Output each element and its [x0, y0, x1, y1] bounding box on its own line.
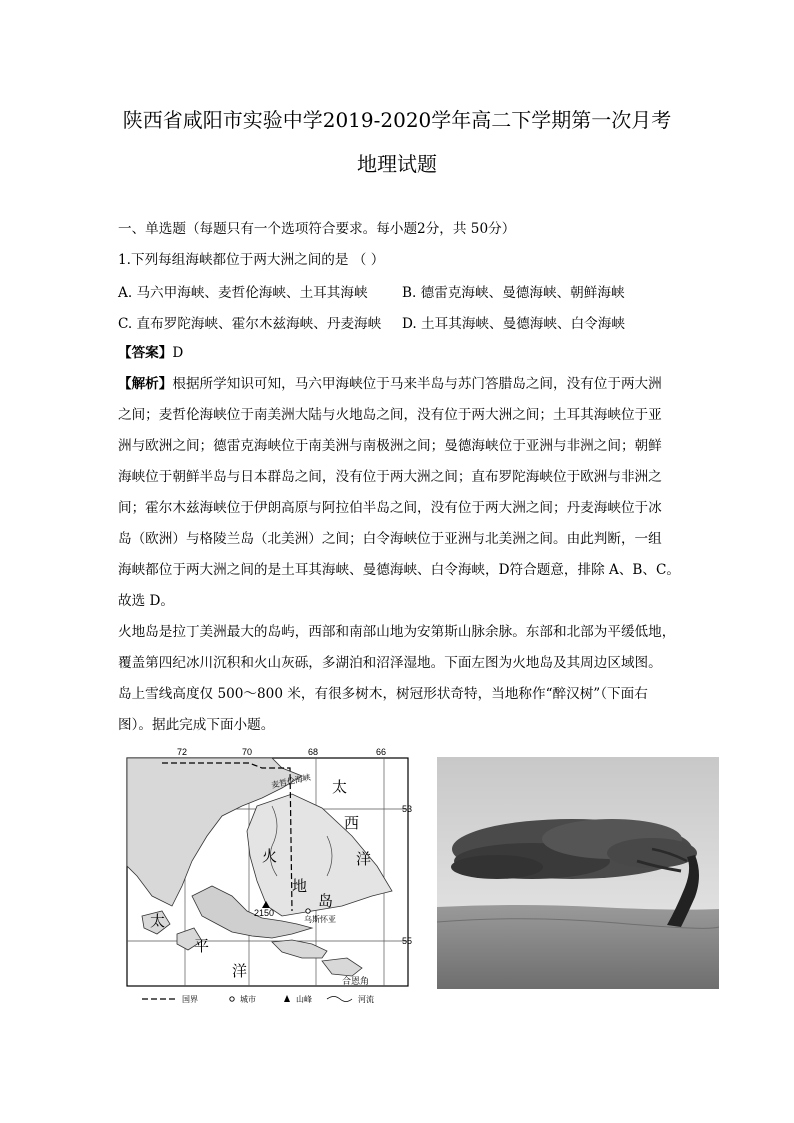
- analysis-line-3: 洲与欧洲之间；德雷克海峡位于南美洲与南极洲之间；曼德海峡位于亚洲与非洲之间；朝鲜: [118, 438, 662, 454]
- analysis-line-2: 之间；麦哲伦海峡位于南美洲大陆与火地岛之间，没有位于两大洲之间；土耳其海峡位于亚: [118, 407, 662, 423]
- tierra-del-fuego-map: [122, 746, 416, 1006]
- option-a: A. 马六甲海峡、麦哲伦海峡、土耳其海峡: [118, 285, 368, 301]
- ocean-bottom-char-1: 太: [150, 912, 166, 930]
- lon-70: 70: [242, 747, 253, 757]
- island-char-3: 岛: [318, 892, 334, 910]
- ocean-bottom-char-2: 平: [194, 937, 210, 955]
- passage-line-2: 覆盖第四纪冰川沉积和火山灰砾，多湖泊和沼泽湿地。下面左图为火地岛及其周边区域图。: [118, 655, 662, 671]
- legend-city: 城市: [240, 995, 256, 1004]
- section-heading: 一、单选题（每题只有一个选项符合要求。每小题2分，共 50分）: [118, 221, 516, 237]
- peak-label: 2150: [254, 908, 275, 918]
- legend-peak-icon: [284, 995, 290, 1002]
- doc-title: 陕西省咸阳市实验中学2019-2020学年高二下学期第一次月考: [122, 108, 672, 132]
- passage-line-3: 岛上雪线高度仅 500～800 米，有很多树木，树冠形状奇特，当地称作“醉汉树”（下面右: [118, 686, 648, 702]
- analysis-line-8: 故选 D。: [118, 593, 175, 609]
- passage-line-4: 图）。据此完成下面小题。: [118, 717, 275, 733]
- analysis-line-6: 岛（欧洲）与格陵兰岛（北美洲）之间；白令海峡位于亚洲与北美洲之间。由此判断，一组: [118, 531, 662, 547]
- cape-label: 合恩角: [342, 977, 370, 987]
- answer-line: [118, 343, 678, 363]
- island-char-1: 火: [262, 847, 278, 865]
- ocean-bottom-char-3: 洋: [232, 962, 248, 980]
- lon-66: 66: [376, 747, 387, 757]
- map-legend: [142, 994, 374, 1004]
- answer-tag: 【答案】: [118, 345, 173, 361]
- doc-subtitle: 地理试题: [357, 152, 437, 176]
- legend-city-icon: [230, 997, 234, 1001]
- city-icon: [306, 909, 310, 913]
- lon-72: 72: [177, 747, 188, 757]
- ocean-top-char-2: 西: [344, 814, 360, 832]
- analysis-line-1: [118, 374, 678, 394]
- ocean-top-char-3: 洋: [356, 850, 372, 868]
- option-b: B. 德雷克海峡、曼德海峡、朝鲜海峡: [402, 285, 625, 301]
- option-d: D. 土耳其海峡、曼德海峡、白令海峡: [402, 316, 625, 332]
- lat-53: 53: [401, 804, 412, 814]
- lat-55: 55: [401, 936, 412, 946]
- lon-68: 68: [308, 747, 319, 757]
- answer-value: D: [172, 345, 184, 361]
- legend-river-icon: [327, 997, 352, 1002]
- question-stem: 1.下列每组海峡都位于两大洲之间的是 （ ）: [118, 252, 385, 268]
- ocean-top-char-1: 太: [332, 778, 348, 796]
- analysis-text: 根据所学知识可知，马六甲海峡位于马来半岛与苏门答腊岛之间，没有位于两大洲: [172, 376, 662, 392]
- legend-peak: 山峰: [296, 995, 312, 1004]
- analysis-line-5: 间；霍尔木兹海峡位于伊朗高原与阿拉伯半岛之间，没有位于两大洲之间；丹麦海峡位于冰: [118, 500, 662, 516]
- drunken-tree-photo: [437, 757, 719, 989]
- passage-line-1: 火地岛是拉丁美洲最大的岛屿，西部和南部山地为安第斯山脉余脉。东部和北部为平缓低地，: [118, 624, 676, 640]
- legend-border: 国界: [182, 995, 198, 1004]
- analysis-line-4: 海峡位于朝鲜半岛与日本群岛之间，没有位于两大洲之间；直布罗陀海峡位于欧洲与非洲之: [118, 469, 662, 485]
- analysis-tag: 【解析】: [118, 376, 173, 392]
- option-c: C. 直布罗陀海峡、霍尔木兹海峡、丹麦海峡: [118, 316, 382, 332]
- island-char-2: 地: [292, 877, 308, 895]
- strait-label: 麦哲伦海峡: [270, 772, 312, 790]
- analysis-line-7: 海峡都位于两大洲之间的是土耳其海峡、曼德海峡、白令海峡，D符合题意，排除 A、B、C。: [118, 562, 680, 578]
- photo-svg: [437, 757, 719, 989]
- city-label: 乌斯怀亚: [304, 915, 336, 924]
- map-svg: [122, 746, 416, 1006]
- legend-river: 河流: [358, 995, 374, 1004]
